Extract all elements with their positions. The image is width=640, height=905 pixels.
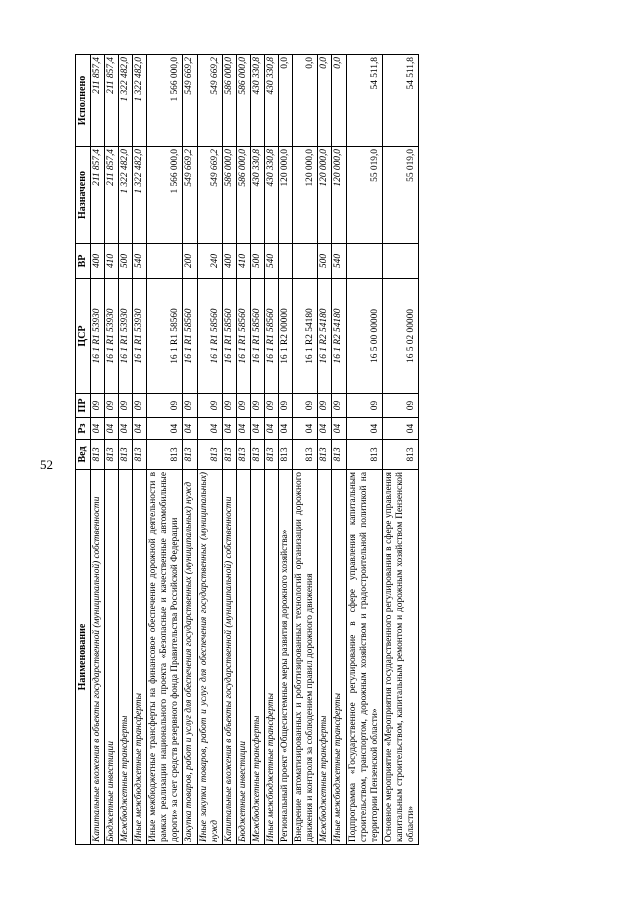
cell-pr: 09 (279, 394, 293, 418)
table-row (346, 55, 382, 845)
cell-name: Бюджетные инвестиции (236, 470, 250, 845)
cell-ved: 813 (222, 440, 236, 470)
header-ved: Вед (76, 440, 91, 470)
cell-pr: 09 (318, 394, 332, 418)
cell-vr (382, 244, 418, 279)
table-row (104, 55, 118, 845)
cell-csr: 16 1 R2 54180 (332, 279, 346, 394)
cell-rz: 04 (133, 418, 147, 440)
cell-rz: 04 (90, 418, 104, 440)
cell-pr: 09 (183, 394, 197, 418)
cell-executed: 430 330,8 (265, 55, 279, 147)
cell-ved: 813 (265, 440, 279, 470)
cell-pr: 09 (197, 394, 222, 418)
cell-vr: 540 (265, 244, 279, 279)
cell-csr: 16 1 R1 53930 (90, 279, 104, 394)
cell-vr: 410 (236, 244, 250, 279)
cell-assigned: 55 019,0 (346, 147, 382, 244)
budget-table (75, 54, 419, 845)
cell-vr: 500 (318, 244, 332, 279)
cell-pr: 09 (332, 394, 346, 418)
cell-ved: 813 (332, 440, 346, 470)
cell-executed: 0,0 (332, 55, 346, 147)
cell-vr: 400 (222, 244, 236, 279)
cell-csr: 16 1 R1 53930 (118, 279, 132, 394)
cell-assigned: 430 330,8 (250, 147, 264, 244)
cell-vr: 500 (250, 244, 264, 279)
header-csr: ЦСР (76, 279, 91, 394)
cell-assigned: 549 669,2 (197, 147, 222, 244)
cell-vr (293, 244, 318, 279)
cell-assigned: 1 322 482,0 (133, 147, 147, 244)
table-row (236, 55, 250, 845)
cell-csr: 16 1 R1 53930 (133, 279, 147, 394)
cell-pr: 09 (250, 394, 264, 418)
cell-name: Иные межбюджетные трансферты (133, 470, 147, 845)
cell-name: Региональный проект «Общесистемные меры развития дорожного хозяйства» (279, 470, 293, 845)
cell-rz: 04 (346, 418, 382, 440)
cell-rz: 04 (265, 418, 279, 440)
table-row (133, 55, 147, 845)
table-row (293, 55, 318, 845)
cell-pr: 09 (147, 394, 183, 418)
cell-executed: 1 322 482,0 (118, 55, 132, 147)
cell-pr: 09 (382, 394, 418, 418)
cell-pr: 09 (222, 394, 236, 418)
cell-executed: 1 322 482,0 (133, 55, 147, 147)
cell-name: Межбюджетные трансферты (318, 470, 332, 845)
cell-assigned: 211 857,4 (90, 147, 104, 244)
cell-pr: 09 (293, 394, 318, 418)
cell-pr: 09 (265, 394, 279, 418)
cell-assigned: 55 019,0 (382, 147, 418, 244)
table-row (318, 55, 332, 845)
cell-vr: 540 (133, 244, 147, 279)
cell-executed: 54 511,8 (346, 55, 382, 147)
cell-assigned: 586 000,0 (236, 147, 250, 244)
page-number: 52 (40, 457, 53, 472)
cell-name: Иные межбюджетные трансферты (332, 470, 346, 845)
table-row (222, 55, 236, 845)
cell-executed: 54 511,8 (382, 55, 418, 147)
cell-csr: 16 1 R1 58560 (250, 279, 264, 394)
cell-rz: 04 (293, 418, 318, 440)
header-pr: ПР (76, 394, 91, 418)
table-row (90, 55, 104, 845)
header-executed: Исполнено (76, 55, 91, 147)
table-row (197, 55, 222, 845)
cell-executed: 0,0 (279, 55, 293, 147)
cell-executed: 211 857,4 (104, 55, 118, 147)
cell-name: Подпрограмма «Государственное регулирование в сфере управления капитальным строительством, транспортом, дорожным хозяйством и градостроительной политикой на территории Пензенской области» (346, 470, 382, 845)
cell-vr: 400 (90, 244, 104, 279)
cell-csr: 16 1 R1 58560 (236, 279, 250, 394)
cell-pr: 09 (236, 394, 250, 418)
cell-rz: 04 (222, 418, 236, 440)
header-rz: Рз (76, 418, 91, 440)
cell-ved: 813 (346, 440, 382, 470)
cell-rz: 04 (382, 418, 418, 440)
cell-name: Иные межбюджетные трансферты (265, 470, 279, 845)
table-row (147, 55, 183, 845)
cell-ved: 813 (90, 440, 104, 470)
cell-csr: 16 1 R1 58560 (147, 279, 183, 394)
cell-executed: 1 566 000,0 (147, 55, 183, 147)
cell-csr: 16 1 R1 58560 (183, 279, 197, 394)
cell-assigned: 120 000,0 (332, 147, 346, 244)
cell-ved: 813 (382, 440, 418, 470)
cell-rz: 04 (236, 418, 250, 440)
table-row (382, 55, 418, 845)
cell-vr (279, 244, 293, 279)
cell-ved: 813 (318, 440, 332, 470)
table-row (250, 55, 264, 845)
cell-name: Межбюджетные трансферты (250, 470, 264, 845)
cell-assigned: 120 000,0 (318, 147, 332, 244)
cell-pr: 09 (90, 394, 104, 418)
cell-rz: 04 (183, 418, 197, 440)
cell-name: Основное мероприятие «Мероприятия государственного регулирования в сфере управления капитальным строительством, капитальным ремонтом и дорожным хозяйством Пензенской области» (382, 470, 418, 845)
cell-pr: 09 (104, 394, 118, 418)
cell-pr: 09 (346, 394, 382, 418)
cell-vr (346, 244, 382, 279)
cell-name: Капитальные вложения в объекты государственной (муниципальной) собственности (90, 470, 104, 845)
cell-name: Капитальные вложения в объекты государственной (муниципальной) собственности (222, 470, 236, 845)
header-name: Наименование (76, 470, 91, 845)
cell-executed: 0,0 (318, 55, 332, 147)
cell-assigned: 120 000,0 (279, 147, 293, 244)
table-header-row (76, 55, 91, 845)
cell-ved: 813 (197, 440, 222, 470)
cell-csr: 16 5 00 00000 (346, 279, 382, 394)
cell-executed: 430 330,8 (250, 55, 264, 147)
cell-ved: 813 (250, 440, 264, 470)
table-row (265, 55, 279, 845)
cell-csr: 16 1 R1 58560 (222, 279, 236, 394)
cell-vr: 200 (183, 244, 197, 279)
cell-rz: 04 (118, 418, 132, 440)
cell-name: Иные межбюджетные трансферты на финансовое обеспечение дорожной деятельности в рамках реализации национального проекта «Безопасные и качественные автомобильные дороги» за счет средств резервного фонда Правительства Российской Федерации (147, 470, 183, 845)
cell-rz: 04 (332, 418, 346, 440)
cell-vr: 410 (104, 244, 118, 279)
cell-ved: 813 (118, 440, 132, 470)
cell-assigned: 430 330,8 (265, 147, 279, 244)
cell-ved: 813 (183, 440, 197, 470)
table-row (279, 55, 293, 845)
table-row (332, 55, 346, 845)
cell-executed: 586 000,0 (236, 55, 250, 147)
cell-name: Бюджетные инвестиции (104, 470, 118, 845)
cell-ved: 813 (279, 440, 293, 470)
cell-assigned: 1 322 482,0 (118, 147, 132, 244)
cell-executed: 549 669,2 (197, 55, 222, 147)
cell-rz: 04 (104, 418, 118, 440)
cell-csr: 16 1 R2 54180 (293, 279, 318, 394)
cell-vr: 500 (118, 244, 132, 279)
cell-ved: 813 (293, 440, 318, 470)
cell-pr: 09 (133, 394, 147, 418)
cell-executed: 211 857,4 (90, 55, 104, 147)
cell-vr: 240 (197, 244, 222, 279)
cell-executed: 586 000,0 (222, 55, 236, 147)
cell-csr: 16 5 02 00000 (382, 279, 418, 394)
header-assigned: Назначено (76, 147, 91, 244)
cell-csr: 16 1 R2 54180 (318, 279, 332, 394)
cell-rz: 04 (147, 418, 183, 440)
header-vr: ВР (76, 244, 91, 279)
cell-ved: 813 (133, 440, 147, 470)
cell-name: Иные закупки товаров, работ и услуг для обеспечения государственных (муниципальных) нужд (197, 470, 222, 845)
cell-ved: 813 (104, 440, 118, 470)
cell-pr: 09 (118, 394, 132, 418)
cell-name: Закупка товаров, работ и услуг для обеспечения государственных (муниципальных) нужд (183, 470, 197, 845)
cell-executed: 549 669,2 (183, 55, 197, 147)
cell-csr: 16 1 R1 58560 (197, 279, 222, 394)
cell-assigned: 549 669,2 (183, 147, 197, 244)
cell-rz: 04 (279, 418, 293, 440)
cell-assigned: 211 857,4 (104, 147, 118, 244)
table-row (183, 55, 197, 845)
cell-csr: 16 1 R1 53930 (104, 279, 118, 394)
cell-csr: 16 1 R2 00000 (279, 279, 293, 394)
table-row (118, 55, 132, 845)
cell-assigned: 120 000,0 (293, 147, 318, 244)
cell-vr: 540 (332, 244, 346, 279)
cell-name: Внедрение автоматизированных и роботизированных технологий организации дорожного движения и контроля за соблюдением правил дорожного движения (293, 470, 318, 845)
cell-csr: 16 1 R1 58560 (265, 279, 279, 394)
cell-vr (147, 244, 183, 279)
cell-rz: 04 (318, 418, 332, 440)
cell-ved: 813 (236, 440, 250, 470)
cell-name: Межбюджетные трансферты (118, 470, 132, 845)
cell-rz: 04 (197, 418, 222, 440)
cell-executed: 0,0 (293, 55, 318, 147)
cell-assigned: 586 000,0 (222, 147, 236, 244)
cell-ved: 813 (147, 440, 183, 470)
cell-assigned: 1 566 000,0 (147, 147, 183, 244)
rotated-table-sheet (75, 55, 565, 845)
cell-rz: 04 (250, 418, 264, 440)
